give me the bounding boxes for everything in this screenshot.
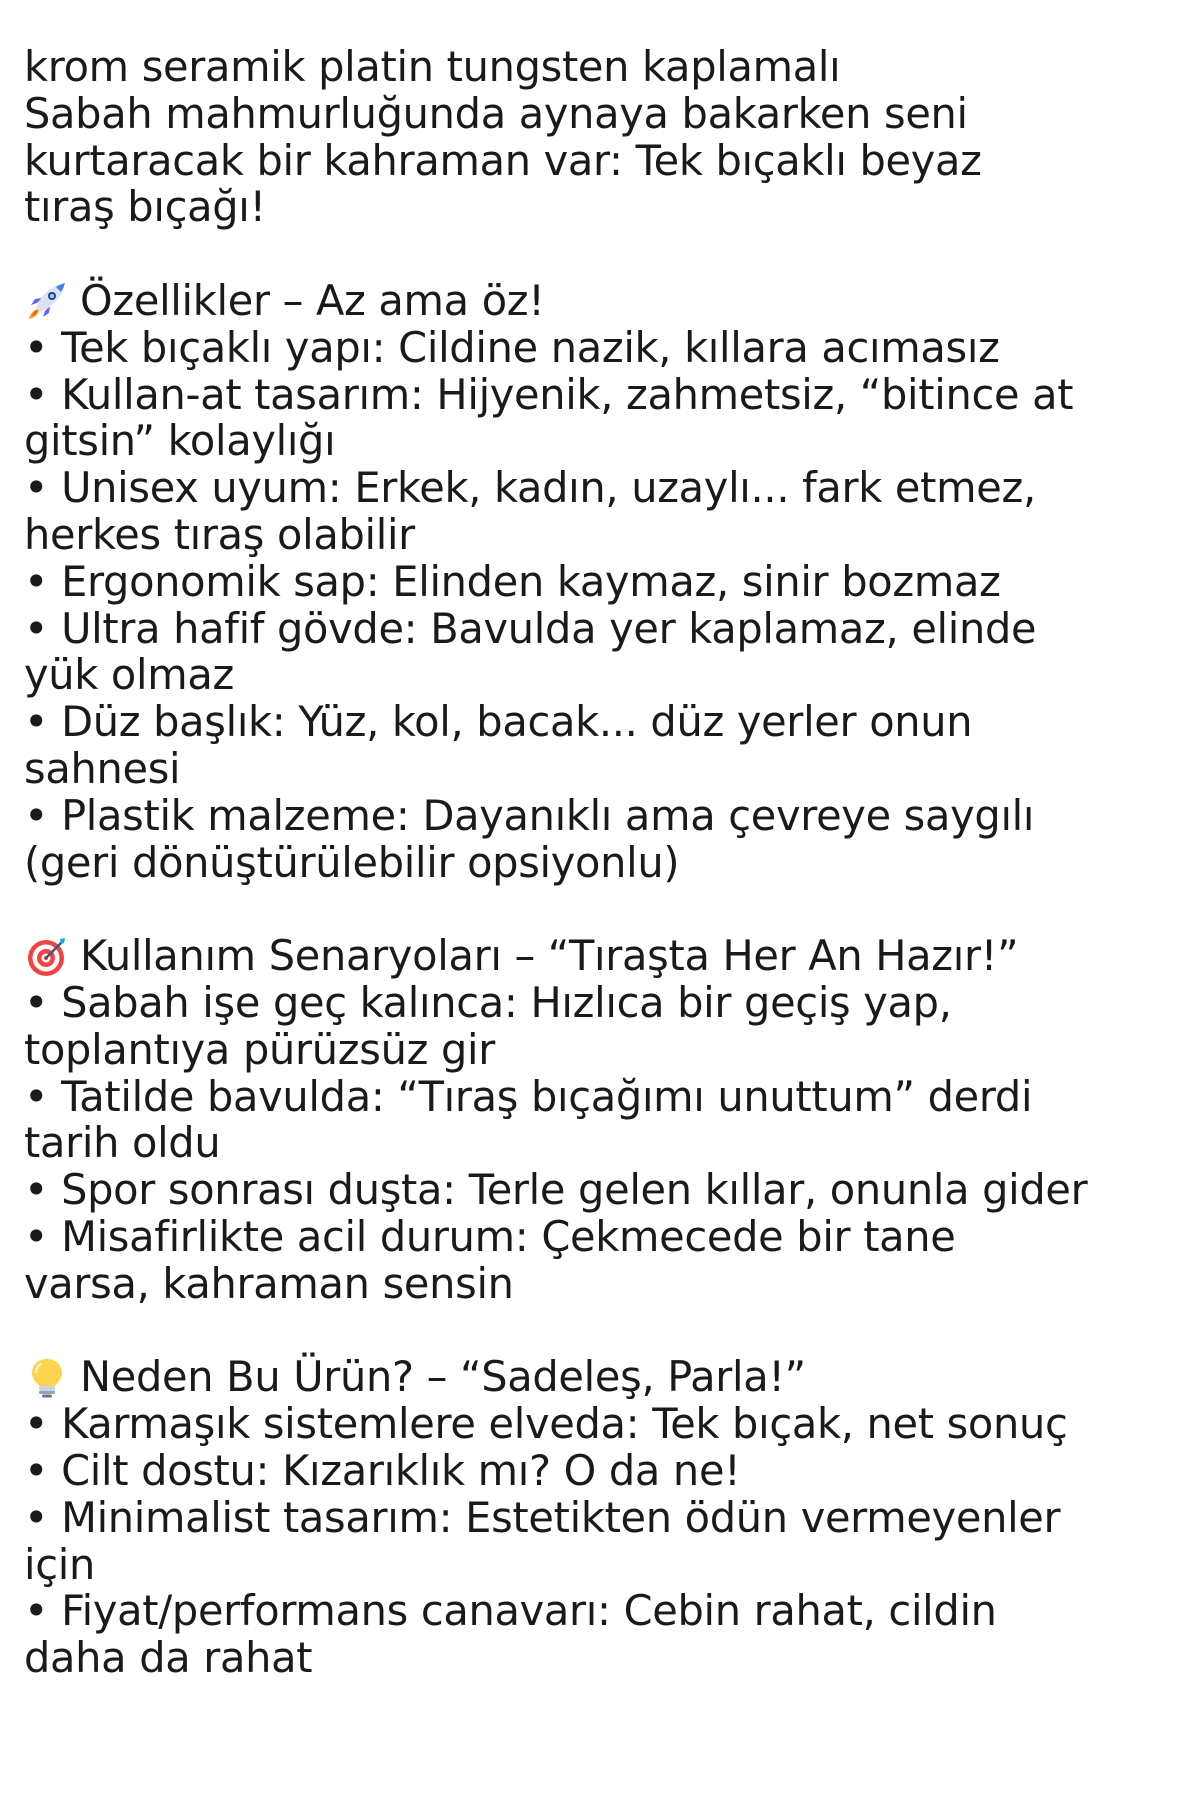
list-item-line: • Plastik malzeme: Dayanıklı ama çevreye saygılı	[24, 790, 1035, 840]
rocket-icon	[24, 279, 70, 323]
list-item-line: yük olmaz	[24, 650, 234, 700]
list-item-line: • Cilt dostu: Kızarıklık mı? O da ne!	[24, 1445, 741, 1495]
list-item	[24, 1588, 1176, 1682]
list-item-line: • Kullan-at tasarım: Hijyenik, zahmetsiz, “bitince at	[24, 369, 1074, 419]
list-item-line: • Tatilde bavulda: “Tıraş bıçağımı unuttum” derdi	[24, 1071, 1033, 1121]
section-heading	[24, 1354, 1176, 1401]
list-item	[24, 603, 1176, 700]
list-item	[24, 465, 1176, 559]
list-item	[24, 790, 1176, 887]
list-item-line: • Misafirlikte acil durum: Çekmecede bir tane	[24, 1211, 956, 1261]
list-item-line: toplantıya pürüzsüz gir	[24, 1024, 495, 1074]
section-heading-text: Özellikler – Az ama öz!	[80, 275, 545, 325]
list-item-line: • Spor sonrası duşta: Terle gelen kıllar, onunla gider	[24, 1165, 1088, 1215]
list-item-line: herkes tıraş olabilir	[24, 509, 415, 559]
list-item	[24, 1211, 1176, 1308]
list-item	[24, 369, 1176, 466]
list-item-line: • Tek bıçaklı yapı: Cildine nazik, kıllara acımasız	[24, 322, 1000, 372]
list-item	[24, 1445, 1176, 1495]
target-icon	[24, 935, 70, 979]
list-item	[24, 1071, 1176, 1168]
list-item-line: • Minimalist tasarım: Estetikten ödün vermeyenler	[24, 1492, 1061, 1542]
list-item-line: • Düz başlık: Yüz, kol, bacak... düz yerler onun	[24, 697, 973, 747]
list-item-line: • Ultra hafif gövde: Bavulda yer kaplamaz, elinde	[24, 603, 1037, 653]
list-item-line: (geri dönüştürülebilir opsiyonlu)	[24, 837, 680, 887]
paragraph-spacer	[24, 1308, 1176, 1355]
section-heading	[24, 275, 1176, 325]
list-item-line: varsa, kahraman sensin	[24, 1258, 514, 1308]
list-item	[24, 977, 1176, 1074]
list-item-line: daha da rahat	[24, 1633, 313, 1683]
list-item-line: tarih oldu	[24, 1118, 221, 1168]
paragraph-spacer	[24, 886, 1176, 933]
intro-line: krom seramik platin tungsten kaplamalı	[24, 42, 841, 91]
list-item	[24, 556, 1176, 606]
list-item-line: için	[24, 1539, 95, 1589]
usage-scenarios-section	[24, 933, 1176, 1307]
list-item-line: • Sabah işe geç kalınca: Hızlıca bir geçiş yap,	[24, 977, 952, 1027]
why-this-product-section	[24, 1354, 1176, 1682]
paragraph-spacer	[24, 231, 1176, 278]
list-item-line: sahnesi	[24, 743, 181, 793]
section-heading	[24, 933, 1176, 980]
list-item	[24, 1492, 1176, 1589]
list-item-line: • Karmaşık sistemlere elveda: Tek bıçak, net sonuç	[24, 1399, 1068, 1449]
intro-line: Sabah mahmurluğunda aynaya bakarken seni	[24, 88, 968, 138]
features-section	[24, 275, 1176, 887]
list-item	[24, 1401, 1176, 1448]
intro-line: tıraş bıçağı!	[24, 182, 266, 232]
intro-line: kurtaracak bir kahraman var: Tek bıçaklı beyaz	[24, 135, 982, 185]
list-item	[24, 1167, 1176, 1214]
list-item-line: • Unisex uyum: Erkek, kadın, uzaylı... fark etmez,	[24, 463, 1036, 513]
list-item-line: gitsin” kolaylığı	[24, 416, 336, 466]
intro-paragraph	[24, 44, 1176, 231]
list-item	[24, 699, 1176, 793]
section-heading-text: Kullanım Senaryoları – “Tıraşta Her An Hazır!”	[80, 931, 1019, 981]
list-item	[24, 322, 1176, 372]
section-heading-text: Neden Bu Ürün? – “Sadeleş, Parla!”	[80, 1352, 806, 1402]
list-item-line: • Fiyat/performans canavarı: Cebin rahat, cildin	[24, 1586, 997, 1636]
light-bulb-icon	[24, 1356, 70, 1400]
list-item-line: • Ergonomik sap: Elinden kaymaz, sinir bozmaz	[24, 556, 1001, 606]
